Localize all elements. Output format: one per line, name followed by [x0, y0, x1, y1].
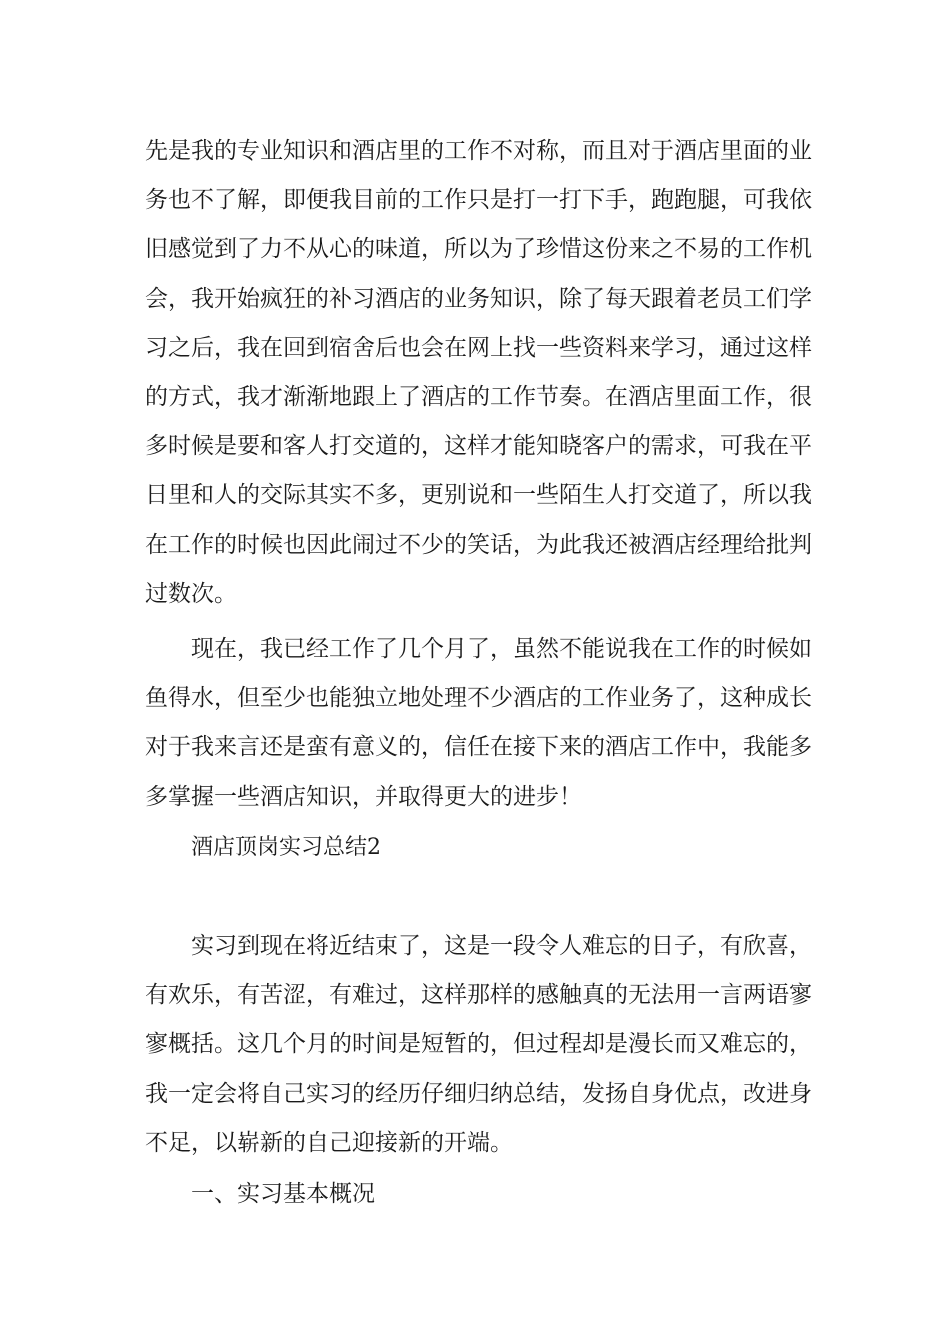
paragraph-1-line: 在工作的时候也因此闹过不少的笑话，为此我还被酒店经理给批判	[145, 531, 812, 558]
paragraph-1-line: 的方式，我才渐渐地跟上了酒店的工作节奏。在酒店里面工作，很	[145, 383, 812, 410]
subheading: 一、实习基本概况	[191, 1181, 375, 1207]
paragraph-1-line: 习之后，我在回到宿舍后也会在网上找一些资料来学习，通过这样	[145, 334, 812, 361]
paragraph-1-line: 会，我开始疯狂的补习酒店的业务知识，除了每天跟着老员工们学	[145, 285, 812, 312]
paragraph-2-line: 多掌握一些酒店知识，并取得更大的进步！	[145, 783, 582, 810]
paragraph-1-line: 务也不了解，即便我目前的工作只是打一打下手，跑跑腿，可我依	[145, 187, 812, 214]
paragraph-2	[145, 625, 810, 822]
section-title: 酒店顶岗实习总结2	[191, 835, 381, 860]
paragraph-1-line: 先是我的专业知识和酒店里的工作不对称，而且对于酒店里面的业	[145, 138, 812, 164]
paragraph-3	[145, 922, 810, 1168]
paragraph-2-line: 对于我来言还是蛮有意义的，信任在接下来的酒店工作中，我能多	[145, 734, 812, 761]
paragraph-3-line: 实习到现在将近结束了，这是一段令人难忘的日子，有欣喜，	[191, 933, 812, 959]
paragraph-1-line: 多时候是要和客人打交道的，这样才能知晓客户的需求，可我在平	[145, 433, 812, 460]
paragraph-1	[145, 127, 810, 619]
paragraph-2-line: 鱼得水，但至少也能独立地处理不少酒店的工作业务了，这种成长	[145, 685, 812, 712]
paragraph-3-line: 有欢乐，有苦涩，有难过，这样那样的感触真的无法用一言两语寥	[145, 982, 812, 1009]
paragraph-1-line: 日里和人的交际其实不多，更别说和一些陌生人打交道了，所以我	[145, 482, 812, 509]
paragraph-3-line: 寥概括。这几个月的时间是短暂的，但过程却是漫长而又难忘的，	[145, 1031, 812, 1058]
subheading-block	[145, 1170, 810, 1219]
section-title-block	[145, 823, 810, 872]
paragraph-3-line: 不足，以崭新的自己迎接新的开端。	[145, 1129, 513, 1156]
paragraph-1-line: 旧感觉到了力不从心的味道，所以为了珍惜这份来之不易的工作机	[145, 236, 812, 263]
paragraph-2-line: 现在，我已经工作了几个月了，虽然不能说我在工作的时候如	[191, 636, 812, 662]
paragraph-1-line: 过数次。	[145, 580, 237, 607]
paragraph-3-line: 我一定会将自己实习的经历仔细归纳总结，发扬自身优点，改进身	[145, 1080, 812, 1107]
